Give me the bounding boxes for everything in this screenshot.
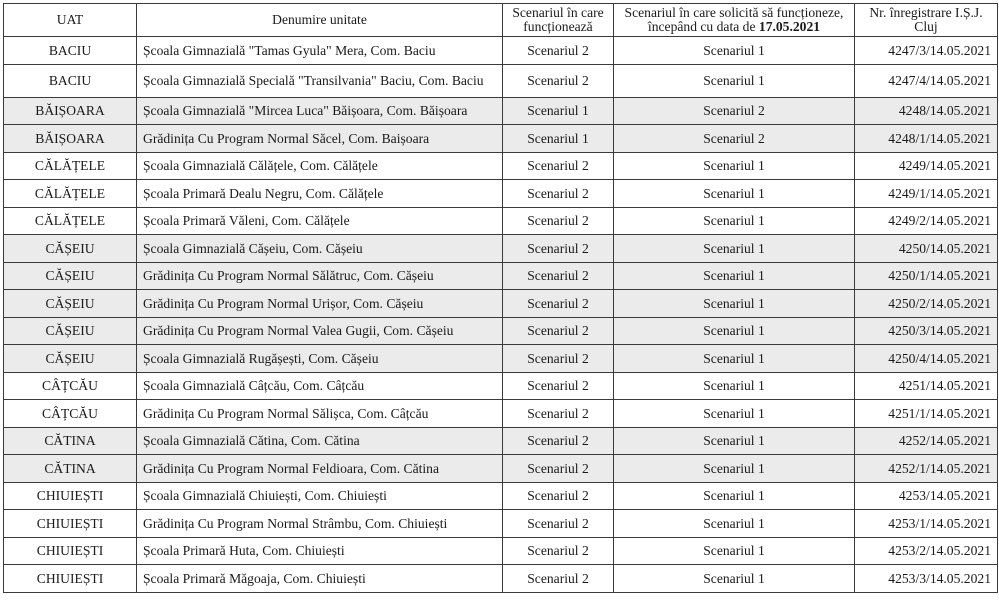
registration-number-cell: 4250/14.05.2021 xyxy=(855,235,998,263)
table-row xyxy=(4,235,998,263)
registration-number-cell: 4249/2/14.05.2021 xyxy=(855,207,998,235)
registration-number-cell: 4253/1/14.05.2021 xyxy=(855,510,998,538)
requested-scenario-cell: Scenariul 1 xyxy=(614,510,855,538)
table-row xyxy=(4,427,998,455)
current-scenario-cell: Scenariul 2 xyxy=(503,482,614,510)
uat-cell: BĂIȘOARA xyxy=(4,97,137,125)
registration-number-cell: 4251/14.05.2021 xyxy=(855,372,998,400)
requested-scenario-cell: Scenariul 1 xyxy=(614,400,855,428)
table-row xyxy=(4,180,998,208)
uat-cell: CĂȘEIU xyxy=(4,290,137,318)
table-body xyxy=(4,37,998,593)
requested-scenario-cell: Scenariul 1 xyxy=(614,455,855,483)
unit-name-cell: Școala Gimnazială Rugășești, Com. Cășeiu xyxy=(137,345,503,373)
unit-name-cell: Școala Primară Dealu Negru, Com. Călățele xyxy=(137,180,503,208)
registration-number-cell: 4250/2/14.05.2021 xyxy=(855,290,998,318)
table-row xyxy=(4,262,998,290)
unit-name-cell: Școala Gimnazială Călățele, Com. Călățele xyxy=(137,152,503,180)
current-scenario-cell: Scenariul 2 xyxy=(503,372,614,400)
table-row xyxy=(4,207,998,235)
table-row xyxy=(4,482,998,510)
requested-scenario-cell: Scenariul 1 xyxy=(614,152,855,180)
table-row xyxy=(4,64,998,97)
uat-cell: CĂȘEIU xyxy=(4,262,137,290)
uat-cell: CHIUIEȘTI xyxy=(4,510,137,538)
table-row xyxy=(4,317,998,345)
current-scenario-cell: Scenariul 2 xyxy=(503,537,614,565)
unit-name-cell: Școala Gimnazială "Tamas Gyula" Mera, Com. Baciu xyxy=(137,37,503,65)
table-row xyxy=(4,125,998,153)
current-scenario-cell: Scenariul 2 xyxy=(503,510,614,538)
uat-cell: CĂLĂȚELE xyxy=(4,180,137,208)
current-scenario-cell: Scenariul 1 xyxy=(503,125,614,153)
table-row xyxy=(4,152,998,180)
registration-number-cell: 4253/3/14.05.2021 xyxy=(855,565,998,593)
registration-number-cell: 4249/14.05.2021 xyxy=(855,152,998,180)
current-scenario-cell: Scenariul 2 xyxy=(503,180,614,208)
unit-name-cell: Grădinița Cu Program Normal Strâmbu, Com. Chiuiești xyxy=(137,510,503,538)
current-scenario-cell: Scenariul 2 xyxy=(503,427,614,455)
registration-number-cell: 4248/1/14.05.2021 xyxy=(855,125,998,153)
requested-scenario-cell: Scenariul 1 xyxy=(614,317,855,345)
requested-scenario-cell: Scenariul 1 xyxy=(614,235,855,263)
header-unit-name: Denumire unitate xyxy=(137,4,503,37)
table-row xyxy=(4,372,998,400)
table-header-row xyxy=(4,4,998,37)
requested-scenario-cell: Scenariul 1 xyxy=(614,565,855,593)
requested-scenario-cell: Scenariul 1 xyxy=(614,290,855,318)
requested-scenario-cell: Scenariul 1 xyxy=(614,262,855,290)
registration-number-cell: 4249/1/14.05.2021 xyxy=(855,180,998,208)
uat-cell: CĂTINA xyxy=(4,455,137,483)
unit-name-cell: Școala Gimnazială Câțcău, Com. Câțcău xyxy=(137,372,503,400)
unit-name-cell: Școala Primară Văleni, Com. Călățele xyxy=(137,207,503,235)
registration-number-cell: 4253/14.05.2021 xyxy=(855,482,998,510)
uat-cell: BACIU xyxy=(4,37,137,65)
header-registration-number: Nr. înregistrare I.Ș.J. Cluj xyxy=(855,4,998,37)
registration-number-cell: 4253/2/14.05.2021 xyxy=(855,537,998,565)
current-scenario-cell: Scenariul 2 xyxy=(503,455,614,483)
requested-scenario-cell: Scenariul 1 xyxy=(614,372,855,400)
registration-number-cell: 4252/1/14.05.2021 xyxy=(855,455,998,483)
requested-scenario-cell: Scenariul 2 xyxy=(614,97,855,125)
table-row xyxy=(4,290,998,318)
requested-scenario-cell: Scenariul 1 xyxy=(614,64,855,97)
registration-number-cell: 4247/4/14.05.2021 xyxy=(855,64,998,97)
table-row xyxy=(4,537,998,565)
current-scenario-cell: Scenariul 2 xyxy=(503,235,614,263)
uat-cell: CĂLĂȚELE xyxy=(4,207,137,235)
table-row xyxy=(4,565,998,593)
header-current-scenario: Scenariul în care funcționează xyxy=(503,4,614,37)
current-scenario-cell: Scenariul 2 xyxy=(503,565,614,593)
registration-number-cell: 4248/14.05.2021 xyxy=(855,97,998,125)
current-scenario-cell: Scenariul 2 xyxy=(503,262,614,290)
unit-name-cell: Grădinița Cu Program Normal Sălișca, Com. Câțcău xyxy=(137,400,503,428)
uat-cell: CÂȚCĂU xyxy=(4,372,137,400)
uat-cell: CĂTINA xyxy=(4,427,137,455)
current-scenario-cell: Scenariul 2 xyxy=(503,400,614,428)
registration-number-cell: 4250/3/14.05.2021 xyxy=(855,317,998,345)
header-requested-scenario xyxy=(614,4,855,37)
unit-name-cell: Grădinița Cu Program Normal Feldioara, Com. Cătina xyxy=(137,455,503,483)
table-row xyxy=(4,37,998,65)
uat-cell: CÂȚCĂU xyxy=(4,400,137,428)
uat-cell: CĂȘEIU xyxy=(4,235,137,263)
uat-cell: CĂȘEIU xyxy=(4,345,137,373)
requested-scenario-cell: Scenariul 1 xyxy=(614,207,855,235)
table-row xyxy=(4,455,998,483)
current-scenario-cell: Scenariul 2 xyxy=(503,64,614,97)
unit-name-cell: Școala Gimnazială Chiuiești, Com. Chiuiești xyxy=(137,482,503,510)
table-row xyxy=(4,510,998,538)
current-scenario-cell: Scenariul 2 xyxy=(503,207,614,235)
unit-name-cell: Școala Primară Măgoaja, Com. Chiuiești xyxy=(137,565,503,593)
requested-scenario-cell: Scenariul 2 xyxy=(614,125,855,153)
requested-scenario-cell: Scenariul 1 xyxy=(614,37,855,65)
requested-scenario-cell: Scenariul 1 xyxy=(614,482,855,510)
requested-scenario-cell: Scenariul 1 xyxy=(614,345,855,373)
uat-cell: CHIUIEȘTI xyxy=(4,482,137,510)
header-uat: UAT xyxy=(4,4,137,37)
uat-cell: BACIU xyxy=(4,64,137,97)
uat-cell: CHIUIEȘTI xyxy=(4,565,137,593)
registration-number-cell: 4252/14.05.2021 xyxy=(855,427,998,455)
requested-scenario-cell: Scenariul 1 xyxy=(614,427,855,455)
table-row xyxy=(4,345,998,373)
uat-cell: CĂLĂȚELE xyxy=(4,152,137,180)
unit-name-cell: Grădinița Cu Program Normal Săcel, Com. Baișoara xyxy=(137,125,503,153)
current-scenario-cell: Scenariul 1 xyxy=(503,97,614,125)
current-scenario-cell: Scenariul 2 xyxy=(503,152,614,180)
requested-scenario-cell: Scenariul 1 xyxy=(614,537,855,565)
registration-number-cell: 4251/1/14.05.2021 xyxy=(855,400,998,428)
uat-cell: CĂȘEIU xyxy=(4,317,137,345)
unit-name-cell: Școala Primară Huta, Com. Chiuiești xyxy=(137,537,503,565)
uat-cell: CHIUIEȘTI xyxy=(4,537,137,565)
uat-cell: BĂIȘOARA xyxy=(4,125,137,153)
table-row xyxy=(4,97,998,125)
unit-name-cell: Grădinița Cu Program Normal Valea Gugii, Com. Cășeiu xyxy=(137,317,503,345)
unit-name-cell: Școala Gimnazială Specială "Transilvania" Baciu, Com. Baciu xyxy=(137,64,503,97)
registration-number-cell: 4250/4/14.05.2021 xyxy=(855,345,998,373)
header-requested-scenario-text: Scenariul în care solicită să funcționeze, începând cu data de xyxy=(624,5,844,34)
current-scenario-cell: Scenariul 2 xyxy=(503,317,614,345)
schools-scenario-table xyxy=(3,3,998,593)
unit-name-cell: Grădinița Cu Program Normal Urișor, Com. Cășeiu xyxy=(137,290,503,318)
registration-number-cell: 4247/3/14.05.2021 xyxy=(855,37,998,65)
unit-name-cell: Școala Gimnazială Cășeiu, Com. Cășeiu xyxy=(137,235,503,263)
header-requested-date: 17.05.2021 xyxy=(758,19,821,34)
table-row xyxy=(4,400,998,428)
current-scenario-cell: Scenariul 2 xyxy=(503,290,614,318)
unit-name-cell: Școala Gimnazială Cătina, Com. Cătina xyxy=(137,427,503,455)
current-scenario-cell: Scenariul 2 xyxy=(503,345,614,373)
current-scenario-cell: Scenariul 2 xyxy=(503,37,614,65)
requested-scenario-cell: Scenariul 1 xyxy=(614,180,855,208)
registration-number-cell: 4250/1/14.05.2021 xyxy=(855,262,998,290)
unit-name-cell: Școala Gimnazială "Mircea Luca" Băișoara, Com. Băișoara xyxy=(137,97,503,125)
unit-name-cell: Grădinița Cu Program Normal Sălătruc, Com. Cășeiu xyxy=(137,262,503,290)
